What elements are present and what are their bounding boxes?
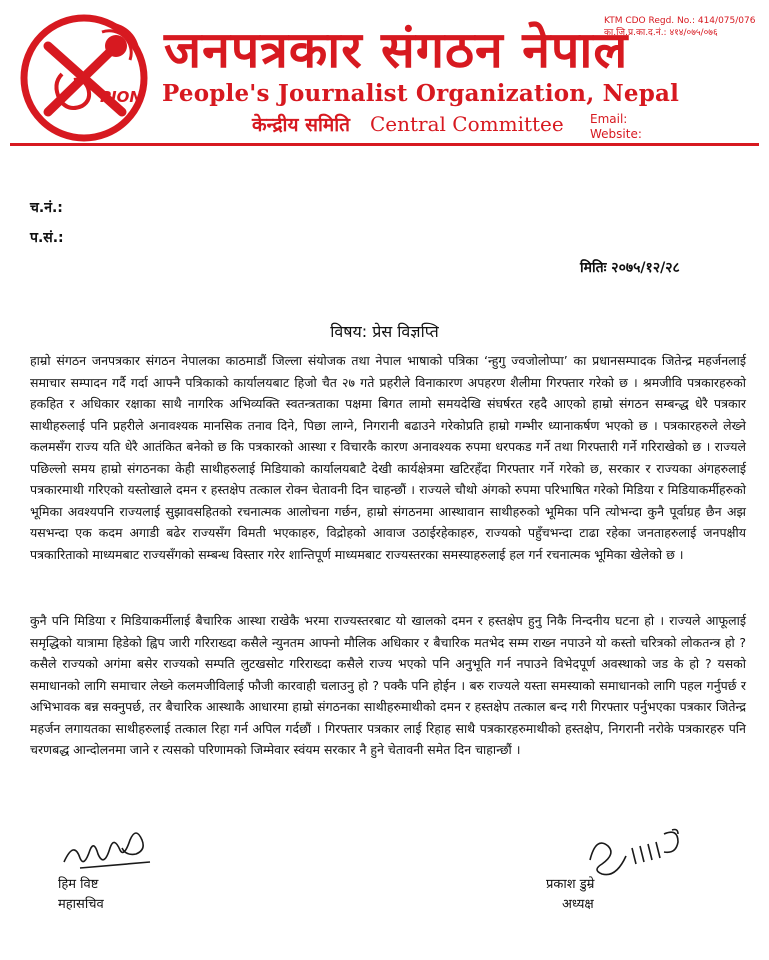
body-paragraph-2: कुनै पनि मिडिया र मिडियाकर्मीलाई बैचारिक आस्था राखेकै भरमा राज्यस्तरबाट यो खालको दमन र हस्तक्षेप हुनु निकै निन्दनीय घटना हो । राज्यले आफूलाई समृद्धिको यात्रामा हिडेको ह्विप जारी गरिराख्दा कसैले न्युनतम आफ्नो मौलिक अधिकार र बैचारिक मतभेद सम्म राख्न नपाउने यो कस्तो चरित्रको लोकतन्त्र हो ? कसैले राज्यको अगंमा बसेर राज्यको सम्पति लुटखसोट गरिराख्दा कसैले राज्य भएको पनि अनुभूति गर्न नपाउने विभेदपूर्ण अवस्थाको जड के हो ? यसको समाधानको लागि समाचार लेख्ने कलमजीविलाई फौजी कारवाही चलाउनु हो ? पक्कै पनि होईन । बरु राज्यले यस्ता समस्याको समाधानको लागि पहल गर्नुपर्छ र अभिभावक बन्न सक्नुपर्छ, तर बैचारिक आस्थाकै आधारमा हाम्रो संगठनका साथीहरुमाथीको दमन र हस्तक्षेप तत्काल बन्द गरी गिरफ्तार पर्नुभएका पत्रकार जितेन्द्र महर्जन लगायतका साथीहरुलाई तत्काल रिहा गर्न अपिल गर्दछौं । गिरफ्तार पत्रकार लाई रिहाह साथै पत्रकारहरुमाथीको हस्तक्षेप, निगरानी नरोके पत्रकारहरु पनि चरणबद्ध आन्दोलनमा जाने र त्यसको परिणामको जिम्मेवार स्वंयम सरकार नै हुने चेतावनी समेत दिन चाहान्छौं । [30, 613, 746, 757]
registration-number-nepali: का.जि.प्र.का.द.नं.: ४१४/०७५/०७६ [604, 28, 718, 38]
organization-name-english: People's Journalist Organization, Nepal [162, 80, 680, 107]
dispatch-number-label: प.सं.: [30, 230, 64, 246]
registration-info [604, 15, 755, 39]
registration-number-english: KTM CDO Regd. No.: 414/075/076 [604, 16, 756, 26]
president-name: प्रकाश डुम्रे [546, 877, 595, 892]
president-title: अध्यक्ष [562, 897, 594, 912]
general-secretary-name: हिम विष्ट [58, 877, 99, 892]
signature-president [580, 826, 700, 876]
contact-info [590, 112, 642, 142]
website-label: Website: [590, 127, 642, 141]
letter-subject: विषय: प्रेस विज्ञप्ति [330, 322, 439, 341]
logo-microphone-head [105, 35, 127, 57]
committee-name-english: Central Committee [370, 112, 564, 136]
organization-logo [18, 12, 150, 144]
committee-name-nepali: केन्द्रीय समिति [252, 114, 350, 136]
general-secretary-title: महासचिव [58, 897, 104, 912]
body-paragraph-1: हाम्रो संगठन जनपत्रकार संगठन नेपालका काठमाडौं जिल्ला संयोजक तथा नेपाल भाषाको पत्रिका ‘न्हुगु ज्वजोलोप्पा’ का प्रधानसम्पादक जितेन्द्र महर्जनलाई समाचार सम्पादन गर्दै गर्दा आफ्नै पत्रिकाको कार्यालयबाट हिजो चैत २७ गते प्रहरीले विनाकारण अपहरण शैलीमा गिरफ्तार गरेको छ । श्रमजीवि पत्रकारहरुको हकहित र अधिकार रक्षाका साथै नागरिक अभिव्यक्ति स्वतन्त्रताका पक्षमा बिगत लामो समयदेखि संघर्षरत रहदै आएको हाम्रो संगठन सम्बन्द्ध धेरै पत्रकार साथीहरुलाई पनि प्रहरीले अनावश्यक मानसिक तनाव दिने, पिछा लाग्ने, निगरानी बढाउने गरेकोप्रति हाम्रो गम्भीर ध्यानाकर्षण भएको छ । पत्रकारहरुले लेख्ने कलमसँग राज्य यति धेरै आतंकित बनेको छ कि पत्रकारको आस्था र विचारकै कारण अनावश्यक रुपमा धरपकड गर्ने तथा गिरफ्तारी गर्ने गरिराखेको छ । राज्यले पछिल्लो समय हाम्रो संगठनका केही साथीहरुलाई मिडियाको कार्यालयबाटै देखी कार्यक्षेत्रमा खटिरहँदा गिरफ्तार गर्ने गरेको छ, सरकार र राज्यका अंगहरुलाई पत्रकारमाथी गरिएको यस्तोखाले दमन र हस्तक्षेप तत्काल रोक्न चेतावनी दिन चाहन्छौं । राज्यले चौथो अंगको रुपमा परिभाषित गरेको मिडिया र मिडियाकर्मीहरुको भूमिका अवश्यपनि राज्यलाई सुझावसहितको रचनात्मक आलोचना गर्छन, हाम्रो संगठनमा आस्थावान साथीहरुको भूमिका पनि त्योभन्दा कुनै पूर्वाग्रह छैन अझ यसभन्दा एक कदम अगाडी बढेर राज्यसँग विमती भएकाहरु, विद्रोहको आवाज उठाईरहेकाहरु, राज्यको पहुँचभन्दा टाढा रहेका जनताहरुलाई जनपक्षीय पत्रकारिताको माध्यमबाट राज्यसँगको सम्बन्ध विस्तार गरेर शान्तिपूर्ण माध्यमबाट राज्यस्तरका समस्याहरुलाई हल गर्न रचनात्मक भूमिका खेलेको छ । [30, 353, 746, 562]
header-divider [10, 143, 759, 146]
email-label: Email: [590, 112, 628, 126]
reference-number-label: च.नं.: [30, 200, 63, 216]
logo-text: PJON [100, 88, 142, 106]
organization-name-nepali: जनपत्रकार संगठन नेपाल [164, 21, 629, 79]
letter-date: मितिः २०७५/१२/२८ [580, 260, 680, 276]
signature-general-secretary [60, 832, 170, 874]
